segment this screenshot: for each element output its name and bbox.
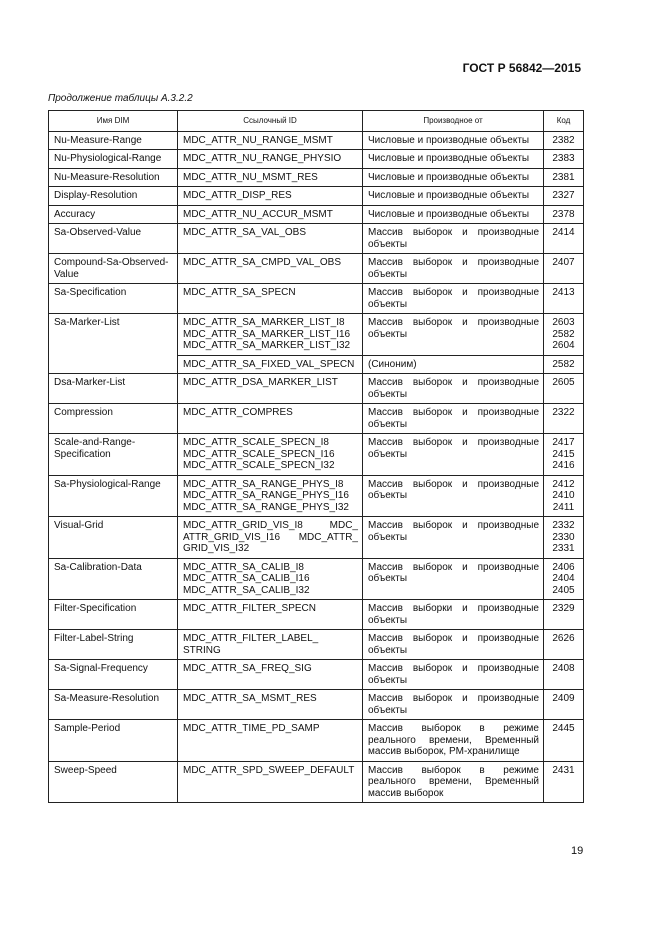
table-row	[49, 761, 584, 803]
cell-derived-from: Массив выборок и производные объекты	[363, 475, 544, 517]
table-row	[49, 168, 584, 187]
cell-derived-from: Числовые и производные объекты	[363, 187, 544, 206]
cell-reference-id: MDC_ATTR_SA_FREQ_SIG	[178, 660, 363, 690]
table-row	[49, 690, 584, 720]
cell-reference-id: MDC_ATTR_SA_VAL_OBS	[178, 224, 363, 254]
cell-derived-from: Числовые и производные объекты	[363, 168, 544, 187]
cell-derived-from: Массив выборок и производные объекты	[363, 434, 544, 476]
cell-reference-id: MDC_ATTR_SA_CMPD_VAL_OBS	[178, 254, 363, 284]
cell-code: 2406 2404 2405	[544, 558, 584, 600]
cell-derived-from: Массив выборок и производные объекты	[363, 284, 544, 314]
cell-code: 2414	[544, 224, 584, 254]
table-header-row	[49, 111, 584, 132]
table-row	[49, 600, 584, 630]
cell-derived-from: Массив выборок и производные объекты	[363, 517, 544, 559]
cell-reference-id: MDC_ATTR_SCALE_SPECN_I8 MDC_ATTR_SCALE_SPECN_I16 MDC_ATTR_SCALE_SPECN_I32	[178, 434, 363, 476]
table-row	[49, 314, 584, 356]
cell-code: 2445	[544, 720, 584, 762]
table-row	[49, 434, 584, 476]
cell-reference-id: MDC_ATTR_COMPRES	[178, 404, 363, 434]
cell-dim-name: Nu-Measure-Range	[49, 131, 178, 150]
cell-dim-name: Nu-Measure-Resolution	[49, 168, 178, 187]
cell-reference-id: MDC_ATTR_FILTER_LABEL_ STRING	[178, 630, 363, 660]
cell-reference-id: MDC_ATTR_SPD_SWEEP_DEFAULT	[178, 761, 363, 803]
cell-dim-name: Sa-Observed-Value	[49, 224, 178, 254]
cell-reference-id: MDC_ATTR_SA_MARKER_LIST_I8 MDC_ATTR_SA_MARKER_LIST_I16 MDC_ATTR_SA_MARKER_LIST_I32	[178, 314, 363, 356]
table-row	[49, 475, 584, 517]
table-caption: Продолжение таблицы А.3.2.2	[48, 93, 193, 104]
cell-derived-from: Числовые и производные объекты	[363, 150, 544, 169]
cell-reference-id: MDC_ATTR_NU_RANGE_MSMT	[178, 131, 363, 150]
cell-reference-id: MDC_ATTR_SA_RANGE_PHYS_I8 MDC_ATTR_SA_RANGE_PHYS_I16 MDC_ATTR_SA_RANGE_PHYS_I32	[178, 475, 363, 517]
cell-code: 2382	[544, 131, 584, 150]
cell-reference-id: MDC_ATTR_GRID_VIS_I8 MDC_ ATTR_GRID_VIS_I16 MDC_ATTR_ GRID_VIS_I32	[178, 517, 363, 559]
table-row	[49, 254, 584, 284]
cell-derived-from: Числовые и производные объекты	[363, 131, 544, 150]
cell-code: 2626	[544, 630, 584, 660]
cell-dim-name: Compression	[49, 404, 178, 434]
cell-dim-name: Compound-Sa-Observed-Value	[49, 254, 178, 284]
document-standard-number: ГОСТ Р 56842—2015	[462, 61, 581, 75]
cell-code: 2582	[544, 355, 584, 374]
cell-reference-id: MDC_ATTR_SA_CALIB_I8 MDC_ATTR_SA_CALIB_I16 MDC_ATTR_SA_CALIB_I32	[178, 558, 363, 600]
cell-derived-from: Числовые и производные объекты	[363, 205, 544, 224]
cell-derived-from: Массив выборок и производные объекты	[363, 374, 544, 404]
cell-reference-id: MDC_ATTR_SA_SPECN	[178, 284, 363, 314]
cell-derived-from: Массив выборок и производные объекты	[363, 254, 544, 284]
cell-dim-name: Sa-Signal-Frequency	[49, 660, 178, 690]
cell-dim-name: Filter-Label-String	[49, 630, 178, 660]
cell-code: 2605	[544, 374, 584, 404]
cell-code: 2603 2582 2604	[544, 314, 584, 356]
table-row	[49, 374, 584, 404]
table-row	[49, 404, 584, 434]
cell-derived-from: Массив выборок в режиме реального времени, Временный массив выборок	[363, 761, 544, 803]
column-header-code: Код	[544, 111, 584, 132]
cell-derived-from: Массив выборок и производные объекты	[363, 630, 544, 660]
cell-code: 2327	[544, 187, 584, 206]
table-row	[49, 187, 584, 206]
table-row	[49, 205, 584, 224]
cell-derived-from: Массив выборок и производные объекты	[363, 404, 544, 434]
cell-dim-name: Accuracy	[49, 205, 178, 224]
cell-derived-from: Массив выборок в режиме реального времени, Временный массив выборок, PM-хранилище	[363, 720, 544, 762]
cell-derived-from: Массив выборок и производные объекты	[363, 660, 544, 690]
table-row	[49, 558, 584, 600]
cell-reference-id: MDC_ATTR_FILTER_SPECN	[178, 600, 363, 630]
cell-reference-id: MDC_ATTR_NU_RANGE_PHYSIO	[178, 150, 363, 169]
cell-derived-from: Массив выборок и производные объекты	[363, 224, 544, 254]
cell-code: 2329	[544, 600, 584, 630]
table-row	[49, 224, 584, 254]
cell-dim-name: Visual-Grid	[49, 517, 178, 559]
dim-attributes-table	[48, 110, 584, 803]
cell-derived-from: Массив выборок и производные объекты	[363, 314, 544, 356]
cell-code: 2378	[544, 205, 584, 224]
cell-dim-name: Sweep-Speed	[49, 761, 178, 803]
cell-reference-id: MDC_ATTR_DSA_MARKER_LIST	[178, 374, 363, 404]
cell-dim-name: Display-Resolution	[49, 187, 178, 206]
cell-dim-name: Sa-Marker-List	[49, 314, 178, 374]
cell-reference-id: MDC_ATTR_SA_MSMT_RES	[178, 690, 363, 720]
column-header-dim-name: Имя DIM	[49, 111, 178, 132]
cell-dim-name: Sa-Measure-Resolution	[49, 690, 178, 720]
cell-code: 2412 2410 2411	[544, 475, 584, 517]
cell-dim-name: Sample-Period	[49, 720, 178, 762]
cell-code: 2322	[544, 404, 584, 434]
column-header-reference-id: Ссылочный ID	[178, 111, 363, 132]
cell-code: 2381	[544, 168, 584, 187]
cell-dim-name: Filter-Specification	[49, 600, 178, 630]
cell-reference-id: MDC_ATTR_DISP_RES	[178, 187, 363, 206]
table-row	[49, 131, 584, 150]
cell-dim-name: Dsa-Marker-List	[49, 374, 178, 404]
table-row	[49, 630, 584, 660]
cell-code: 2409	[544, 690, 584, 720]
cell-code: 2417 2415 2416	[544, 434, 584, 476]
cell-derived-from: Массив выборок и производные объекты	[363, 558, 544, 600]
cell-code: 2332 2330 2331	[544, 517, 584, 559]
cell-reference-id: MDC_ATTR_NU_MSMT_RES	[178, 168, 363, 187]
column-header-derived-from: Производное от	[363, 111, 544, 132]
table-row	[49, 517, 584, 559]
cell-reference-id: MDC_ATTR_SA_FIXED_VAL_SPECN	[178, 355, 363, 374]
cell-derived-from: Массив выборок и производные объекты	[363, 690, 544, 720]
cell-dim-name: Scale-and-Range-Specification	[49, 434, 178, 476]
cell-derived-from: (Синоним)	[363, 355, 544, 374]
page-number: 19	[571, 845, 584, 857]
cell-derived-from: Массив выборки и производные объекты	[363, 600, 544, 630]
cell-code: 2407	[544, 254, 584, 284]
cell-reference-id: MDC_ATTR_NU_ACCUR_MSMT	[178, 205, 363, 224]
cell-code: 2383	[544, 150, 584, 169]
table-body	[49, 131, 584, 803]
cell-dim-name: Nu-Physiological-Range	[49, 150, 178, 169]
cell-dim-name: Sa-Calibration-Data	[49, 558, 178, 600]
cell-code: 2413	[544, 284, 584, 314]
table-row	[49, 720, 584, 762]
cell-dim-name: Sa-Physiological-Range	[49, 475, 178, 517]
cell-code: 2408	[544, 660, 584, 690]
table-row	[49, 150, 584, 169]
table-row	[49, 284, 584, 314]
cell-dim-name: Sa-Specification	[49, 284, 178, 314]
table-row	[49, 660, 584, 690]
cell-code: 2431	[544, 761, 584, 803]
cell-reference-id: MDC_ATTR_TIME_PD_SAMP	[178, 720, 363, 762]
